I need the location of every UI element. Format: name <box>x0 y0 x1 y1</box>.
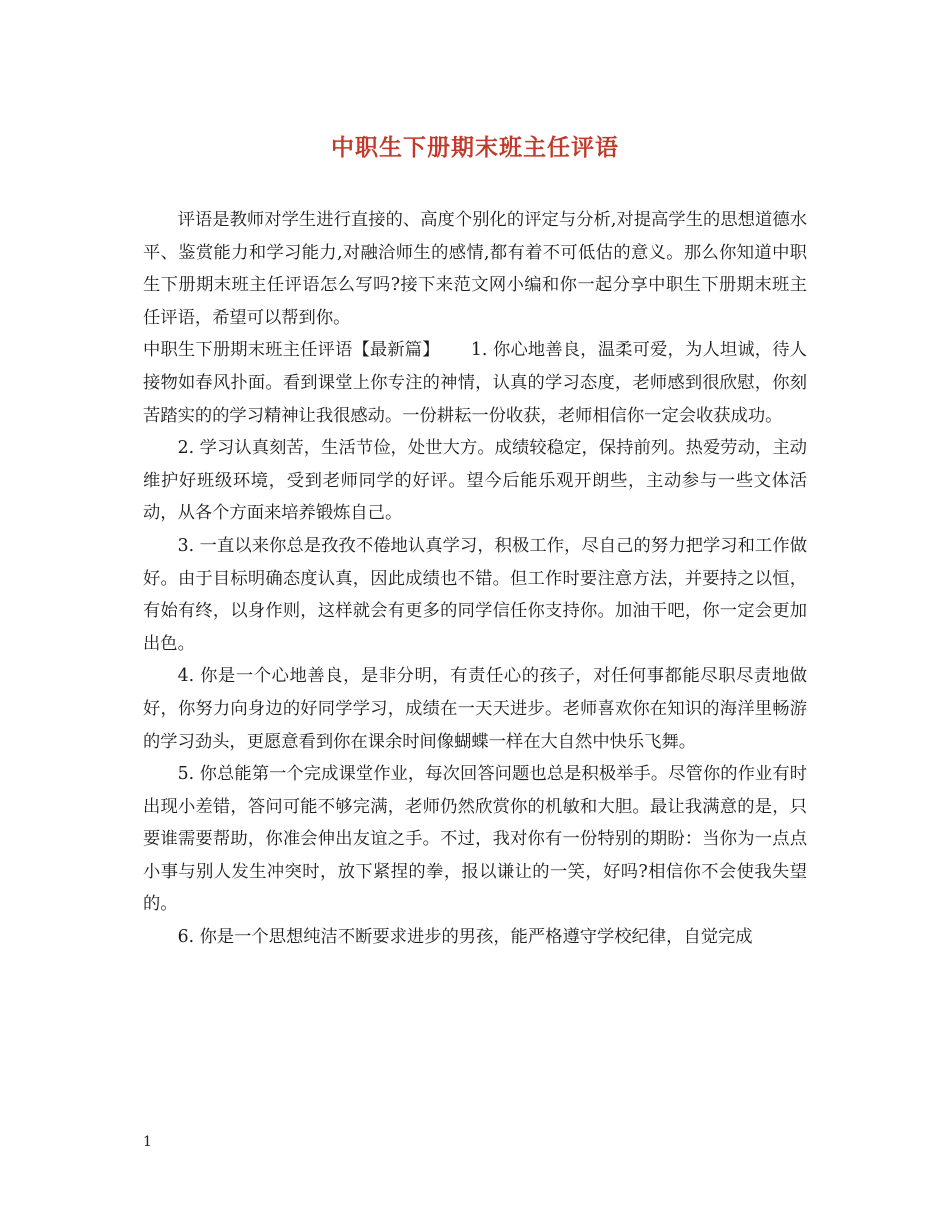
comment-item-3: 3. 一直以来你总是孜孜不倦地认真学习，积极工作，尽自己的努力把学习和工作做好。由于目标明确态度认真，因此成绩也不错。但工作时要注意方法，并要持之以恒，有始有终，以身作则，这样就会有更多的同学信任你支持你。加油干吧，你一定会更加出色。 <box>143 535 807 654</box>
comment-item-4: 4. 你是一个心地善良，是非分明，有责任心的孩子，对任何事都能尽职尽责地做好，你努力向身边的好同学学习，成绩在一天天进步。老师喜欢你在知识的海洋里畅游的学习劲头，更愿意看到你在课余时间像蝴蝶一样在大自然中快乐飞舞。 <box>143 666 807 752</box>
comment-item-2: 2. 学习认真刻苦，生活节俭，处世大方。成绩较稳定，保持前列。热爱劳动，主动维护好班级环境，受到老师同学的好评。望今后能乐观开朗些，主动参与一些文体活动，从各个方面来培养锻炼自己。 <box>143 438 807 524</box>
comment-item-5: 5. 你总能第一个完成课堂作业，每次回答问题也总是积极举手。尽管你的作业有时出现小差错，答问可能不够完满，老师仍然欣赏你的机敏和大胆。最让我满意的是，只要谁需要帮助，你准会伸出友谊之手。不过，我对你有一份特别的期盼：当你为一点点小事与别人发生冲突时，放下紧捏的拳，报以谦让的一笑，好吗?相信你不会使我失望的。 <box>143 764 807 915</box>
document-body <box>143 204 807 954</box>
section-paragraph <box>143 334 807 432</box>
comment-item-6: 6. 你是一个思想纯洁不断要求进步的男孩，能严格遵守学校纪律，自觉完成 <box>177 927 753 948</box>
section-heading: 中职生下册期末班主任评语【最新篇】 <box>143 340 440 361</box>
comment-item-1: 1. 你心地善良，温柔可爱，为人坦诚，待人接物如春风扑面。看到课堂上你专注的神情，认真的学习态度，老师感到很欣慰，你刻苦踏实的的学习精神让我很感动。一份耕耘一份收获，老师相信你一定会收获成功。 <box>143 340 807 426</box>
intro-paragraph: 评语是教师对学生进行直接的、高度个别化的评定与分析,对提高学生的思想道德水平、鉴赏能力和学习能力,对融洽师生的感情,都有着不可低估的意义。那么你知道中职生下册期末班主任评语怎么写吗?接下来范文网小编和你一起分享中职生下册期末班主任评语，希望可以帮到你。 <box>143 210 807 328</box>
page-number: 1 <box>143 1134 152 1150</box>
document-title: 中职生下册期末班主任评语 <box>331 134 619 161</box>
